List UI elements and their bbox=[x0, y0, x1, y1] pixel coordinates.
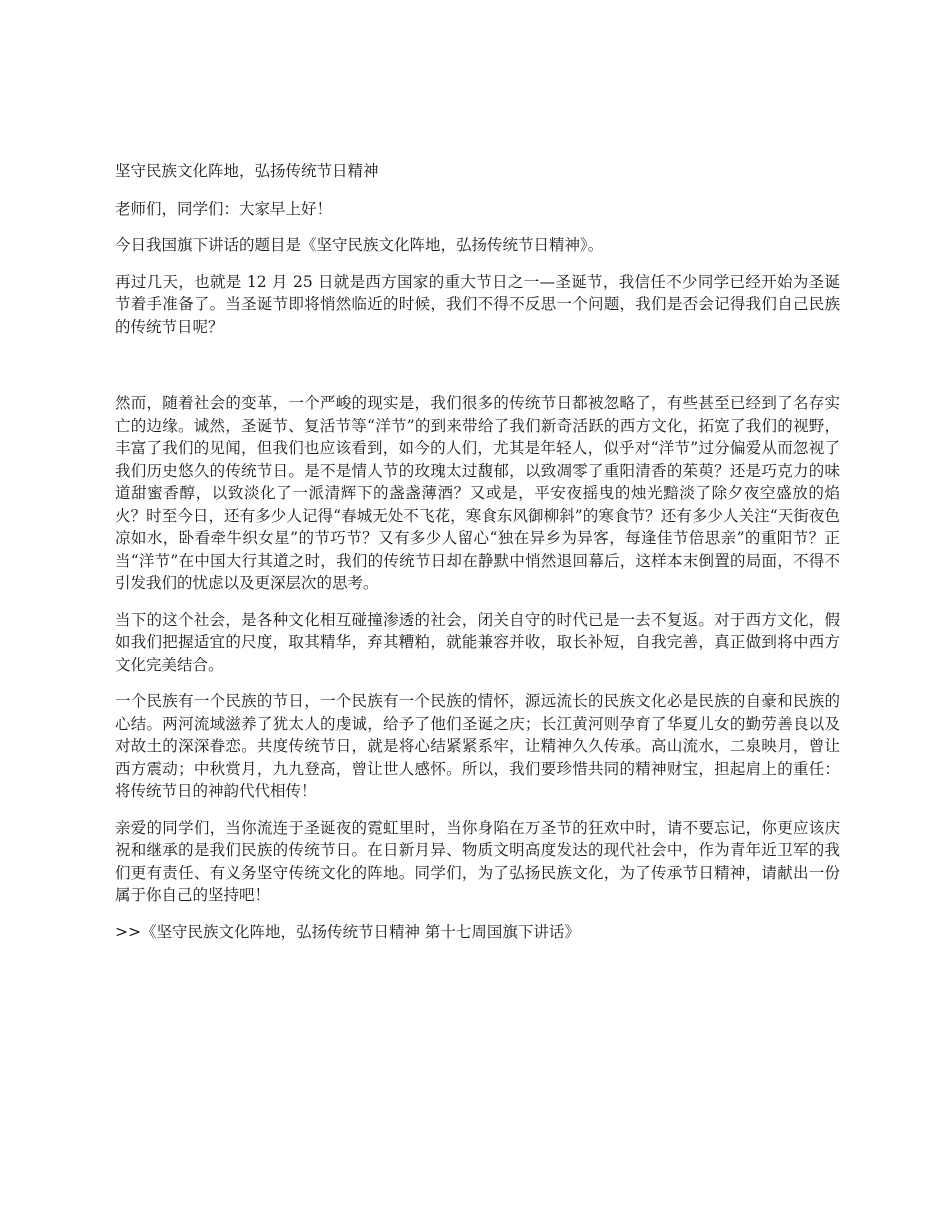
intro-paragraph: 再过几天，也就是 12 月 25 日就是西方国家的重大节日之一—圣诞节，我信任不少同学已经开始为圣诞节着手准备了。当圣诞节即将悄然临近的时候，我们不得不反思一个问题，我们是否会记得我们自己民族的传统节日呢？ bbox=[115, 272, 840, 336]
body-paragraph-3: 一个民族有一个民族的节日，一个民族有一个民族的情怀，源远流长的民族文化必是民族的自豪和民族的心结。两河流域滋养了犹太人的虔诚，给予了他们圣诞之庆；长江黄河则孕育了华夏儿女的勤劳善良以及对故土的深深眷恋。共度传统节日，就是将心结紧紧系牢，让精神久久传承。高山流水，二泉映月，曾让西方震动；中秋赏月，九九登高，曾让世人感怀。所以，我们要珍惜共同的精神财宝，担起肩上的重任：将传统节日的神韵代代相传！ bbox=[115, 692, 840, 800]
body-paragraph-1: 然而，随着社会的变革，一个严峻的现实是，我们很多的传统节日都被忽略了，有些甚至已经到了名存实亡的边缘。诚然，圣诞节、复活节等“洋节”的到来带给了我们新奇活跃的西方文化，拓宽了我们的视野，丰富了我们的见闻，但我们也应该看到，如今的人们，尤其是年轻人，似乎对“洋节”过分偏爱从而忽视了我们历史悠久的传统节日。是不是情人节的玫瑰太过馥郁，以致凋零了重阳清香的茱萸？还是巧克力的味道甜蜜香醇，以致淡化了一派清辉下的盏盏薄酒？又或是，平安夜摇曳的烛光黯淡了除夕夜空盛放的焰火？时至今日，还有多少人记得“春城无处不飞花，寒食东风御柳斜”的寒食节？还有多少人关注“天街夜色凉如水，卧看牵牛织女星”的节巧节？又有多少人留心“独在异乡为异客，每逢佳节倍思亲”的重阳节？正当“洋节”在中国大行其道之时，我们的传统节日却在静默中悄然退回幕后，这样本末倒置的局面，不得不引发我们的忧虑以及更深层次的思考。 bbox=[115, 394, 840, 592]
topic-paragraph: 今日我国旗下讲话的题目是《坚守民族文化阵地，弘扬传统节日精神》。 bbox=[115, 236, 604, 254]
document-page bbox=[115, 160, 840, 957]
body-paragraph-2: 当下的这个社会，是各种文化相互碰撞渗透的社会，闭关自守的时代已是一去不复返。对于西方文化，假如我们把握适宜的尺度，取其精华，弃其糟粕，就能兼容并收，取长补短，自我完善，真正做到将中西方文化完美结合。 bbox=[115, 610, 840, 674]
greeting-paragraph: 老师们，同学们：大家早上好！ bbox=[115, 199, 333, 218]
closing-paragraph: 亲爱的同学们，当你流连于圣诞夜的霓虹里时，当你身陷在万圣节的狂欢中时，请不要忘记，你更应该庆祝和继承的是我们民族的传统节日。在日新月异、物质文明高度发达的现代社会中，作为青年近卫军的我们更有责任、有义务坚守传统文化的阵地。同学们，为了弘扬民族文化，为了传承节日精神，请献出一份属于你自己的坚持吧！ bbox=[115, 818, 840, 904]
document-title: 坚守民族文化阵地，弘扬传统节日精神 bbox=[115, 162, 379, 180]
related-article-link[interactable]: >>《坚守民族文化阵地，弘扬传统节日精神 第十七周国旗下讲话》 bbox=[115, 922, 580, 941]
